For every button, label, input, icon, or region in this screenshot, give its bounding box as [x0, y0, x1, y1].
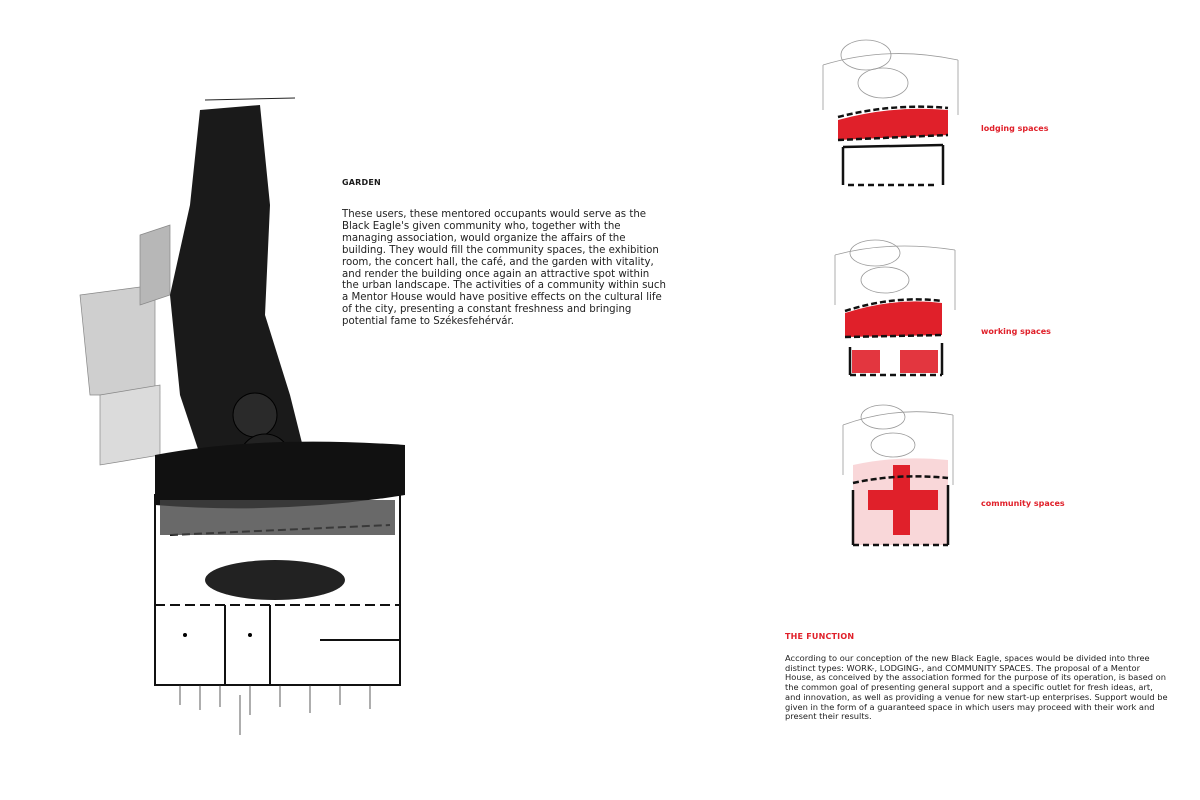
function-paragraph: According to our conception of the new Black Eagle, spaces would be divided into three distinct types: WORK-, LODGING-, and COMMUNITY SPACES. The proposal of a Mentor House, as conceived by the association formed for the purpose of its operation, is based on the common goal of presenting general support and a specific outlet for fresh ideas, art, and innovation, as well as providing a venue for new start-up enterprises. Support would be given in the form of a guaranteed space in which users may proceed with their work and present their results.: [785, 653, 1168, 722]
community-spaces-diagram: [838, 395, 963, 555]
lodging-spaces-diagram: [818, 35, 968, 195]
community-spaces-label: community spaces: [981, 499, 1065, 508]
garden-heading: GARDEN: [342, 178, 381, 187]
garden-sketch-drawing: [60, 95, 420, 745]
function-heading: THE FUNCTION: [785, 632, 855, 641]
working-spaces-label: working spaces: [981, 327, 1051, 336]
working-spaces-diagram: [830, 235, 980, 385]
garden-paragraph: These users, these mentored occupants would serve as the Black Eagle's given community who, together with the managing association, would organize the affairs of the building. They would fill the community spaces, the exhibition room, the concert hall, the café, and the garden with vitality, and render the building once again an attractive spot within the urban landscape. The activities of a community within such a Mentor House would have positive effects on the cultural life of the city, presenting a constant freshness and bringing potential fame to Székesfehérvár.: [342, 209, 666, 328]
lodging-spaces-label: lodging spaces: [981, 124, 1049, 133]
